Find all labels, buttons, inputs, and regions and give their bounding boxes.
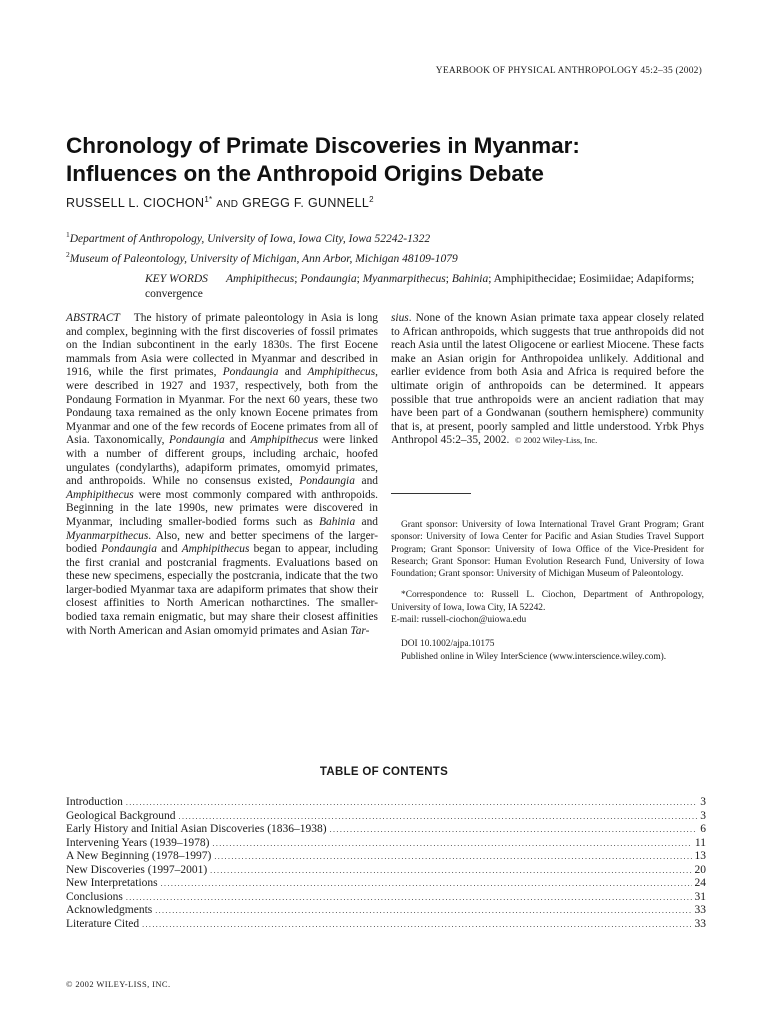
author-and: AND [216,199,239,211]
author-2: GREGG F. GUNNELL [242,196,370,211]
keywords-label: KEY WORDS [145,273,208,285]
toc-entry: Early History and Initial Asian Discoveries (1836–1938) ..... 6 [66,823,706,837]
toc-entry: Intervening Years (1939–1978) ..... 11 [66,837,706,851]
doi: DOI 10.1002/ajpa.10175 [401,639,495,650]
abstract-copyright: © 2002 Wiley-Liss, Inc. [515,435,598,446]
correspondence-footnote: *Correspondence to: Russell L. Ciochon, Department of Anthropology, University of Iowa, Iowa City, IA 52242. E-mail: russell-ciochon@uiowa.edu [391,590,704,626]
affiliations [66,227,458,267]
affiliation-1: $^1$Department of Anthropology, University of Iowa, Iowa City, Iowa 52242-1322 [66,230,431,245]
table-of-contents [66,796,706,931]
doi-block [391,638,704,663]
keywords: KEY WORDS Amphipithecus; Pondaungia; Myanmarpithecus; Bahinia; Amphipithecidae; Eosimiidae; Adapiforms; convergence [145,273,695,300]
abstract-label: ABSTRACT [66,312,120,324]
grant-footnote: Grant sponsor: University of Iowa International Travel Grant Program; Grant sponsor: University of Iowa Center for Pacific and Asian Studies Travel Support Program; Grant Sponsor: University of Iowa Office of the Vice-President for Research; Grant Sponsor: Human Evolution Research Fund, University of Iowa Foundation; Grant sponsor: University of Michigan Museum of Paleontology. [391,520,704,580]
published-online: Published online in Wiley InterScience (www.interscience.wiley.com). [401,651,667,662]
footnote-rule [391,493,471,494]
email: E-mail: russell-ciochon@uiowa.edu [391,615,527,626]
author-1-sup: 1* [204,195,213,204]
title-line-2: Influences on the Anthropoid Origins Debate [66,161,544,186]
author-line [66,195,374,210]
author-2-sup: 2 [369,195,374,204]
toc-entry: Introduction ..... 3 [66,796,706,810]
running-head: YEARBOOK OF PHYSICAL ANTHROPOLOGY 45:2–35 (2002) [435,66,702,76]
toc-entry: Geological Background ..... 3 [66,810,706,824]
toc-entry: New Interpretations ..... 24 [66,877,706,891]
author-1: RUSSELL L. CIOCHON [66,196,205,211]
toc-entry: A New Beginning (1978–1997) ..... 13 [66,850,706,864]
toc-entry: Literature Cited ..... 33 [66,918,706,932]
toc-entry: Acknowledgments ..... 33 [66,904,706,918]
toc-entry: New Discoveries (1997–2001) ..... 20 [66,864,706,878]
abstract-column-2: sius. None of the known Asian primate taxa appear closely related to African anthropoids, which suggests that true anthropoids did not reach Asia until the latest Oligocene or earliest Miocene. These facts make an Asian origin for Anthropoidea unlikely. Additional and earlier evidence from both Asia and Africa is required before the ultimate origin of anthropoids can be determined. It appears possible that true anthropoids were an ancient radiation that may have been part of a Gondwanan (southern hemisphere) community that is, at present, poorly sampled and little understood. Yrbk Phys Anthropol 45:2–35, 2002. © 2002 Wiley-Liss, Inc. [391,312,704,447]
title-line-1: Chronology of Primate Discoveries in Myanmar: [66,133,580,158]
article-title [66,132,706,188]
toc-heading: TABLE OF CONTENTS [319,766,449,778]
abstract-column-1: ABSTRACT The history of primate paleontology in Asia is long and complex, beginning with the first discoveries of fossil primates on the Indian subcontinent in the early 1830s. The first Eocene mammals from Asia were collected in Myanmar and described in 1916, while the first primates, Pondaungia and Amphipithecus, were described in 1927 and 1937, respectively, both from the Pondaung Formation in Myanmar. For the next 60 years, these two Pondaung taxa remained as the only known Eocene primates from Myanmar and one of the few records of Eocene primates from all of Asia. Taxonomically, Pondaungia and Amphipithecus were linked with a number of different groups, including archaic, hoofed ungulates (condylarths), adapiform primates, omomyid primates, and anthropoids. While no consensus existed, Pondaungia and Amphipithecus were most commonly compared with anthropoids. Beginning in the late 1990s, new primates were discovered in Myanmar, including smaller-bodied forms such as Bahinia and Myanmarpithecus. Also, new and better specimens of the larger-bodied Pondaungia and Amphipithecus began to appear, including the first cranial and postcranial fragments. Evaluations based on these new specimens, especially the postcrania, indicate that the two larger-bodied Myanmar taxa are adapiform primates that show their closest affinities to North American notharctines. The smaller-bodied taxa remain enigmatic, but may share their closest affinities with North American and Asian omomyid primates and Asian Tar- [66,312,379,637]
page-copyright: © 2002 WILEY-LISS, INC. [66,979,171,989]
affiliation-2: $^2$Museum of Paleontology, University of Michigan, Ann Arbor, Michigan 48109-1079 [66,249,458,265]
footnotes [391,519,704,663]
toc-entry: Conclusions ..... 31 [66,891,706,905]
